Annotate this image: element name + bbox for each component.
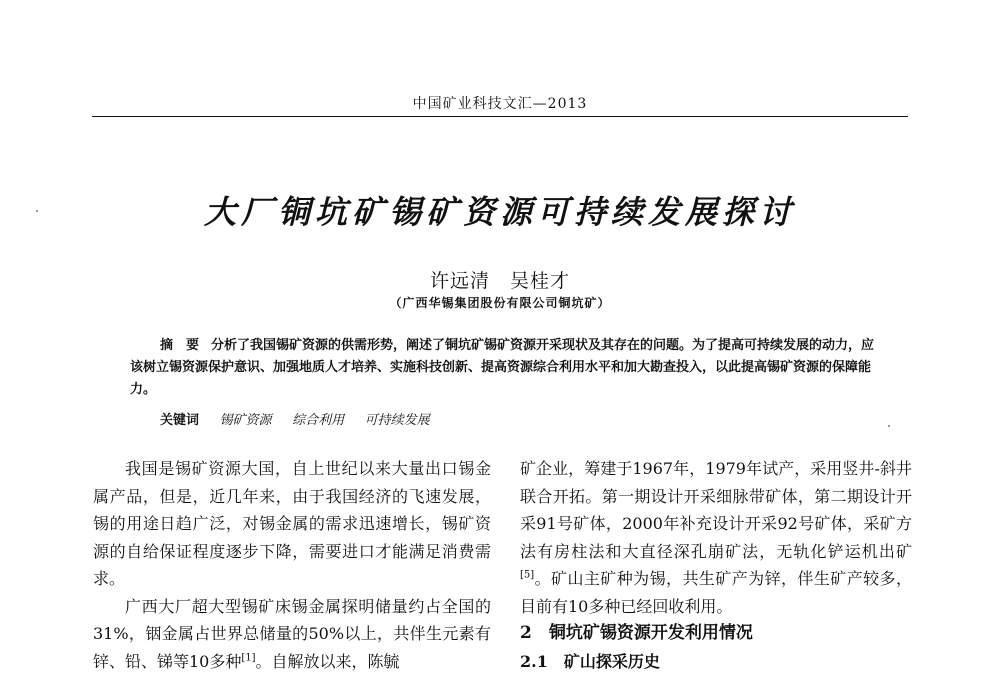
header-rule xyxy=(92,116,908,117)
citation-ref: [5] xyxy=(520,569,535,581)
body-text: 。自解放以来，陈毓 xyxy=(255,651,400,671)
body-paragraph: 我国是锡矿资源大国，自上世纪以来大量出口锡金属产品，但是，近几年来，由于我国经济的飞速发展，锡的用途日趋广泛，对锡金属的需求迅速增长，锡矿资源的自给保证程度逐步下降，需要进口才能满足消费需求。 xyxy=(93,459,491,588)
citation-ref: [1] xyxy=(241,652,256,664)
section-heading: 2 铜坑矿锡资源开发利用情况 xyxy=(520,623,753,643)
subsection-heading: 2.1 矿山探采历史 xyxy=(520,651,660,671)
scan-speck xyxy=(888,425,890,427)
keywords-label: 关键词 xyxy=(160,413,200,428)
abstract xyxy=(130,335,880,401)
right-column xyxy=(520,455,912,675)
affiliation: （广西华锡集团股份有限公司铜坑矿） xyxy=(389,296,611,310)
body-text: 。矿山主矿种为锡，共生矿产为锌，伴生矿产较多，目前有10多种已经回收利用。 xyxy=(520,569,912,616)
keywords xyxy=(160,409,430,428)
abstract-text: 分析了我国锡矿资源的供需形势，阐述了铜坑矿锡矿资源开采现状及其存在的问题。为了提高可持续发展的动力，应该树立锡资源保护意识、加强地质人才培养、实施科技创新、提高资源综合利用水平和加大勘查投入，以此提高锡矿资源的保障能力。 xyxy=(130,338,875,397)
body-paragraph xyxy=(520,455,912,620)
abstract-label: 摘 要 xyxy=(160,338,200,353)
keyword-item: 综合利用 xyxy=(292,413,345,428)
running-head: 中国矿业科技文汇—2013 xyxy=(412,96,588,112)
scan-speck xyxy=(36,210,38,212)
left-column xyxy=(93,455,491,675)
body-text: 矿企业，筹建于1967年，1979年试产，采用竖井-斜井联合开拓。第一期设计开采细脉带矿体，第二期设计开采91号矿体，2000年补充设计开采92号矿体，采矿方法有房柱法和大直径深孔崩矿法，无轨化铲运机出矿 xyxy=(520,459,912,561)
body-text: 广西大厂超大型锡矿床锡金属探明储量约占全国的31%，铟金属占世界总储量的50%以上，共伴生元素有锌、铅、锑等10多种 xyxy=(93,596,491,671)
article-title: 大厂铜坑矿锡矿资源可持续发展探讨 xyxy=(203,193,796,231)
keyword-item: 可持续发展 xyxy=(364,413,430,428)
authors: 许远清 吴桂才 xyxy=(429,270,570,292)
body-paragraph xyxy=(93,593,491,676)
keyword-item: 锡矿资源 xyxy=(219,413,272,428)
